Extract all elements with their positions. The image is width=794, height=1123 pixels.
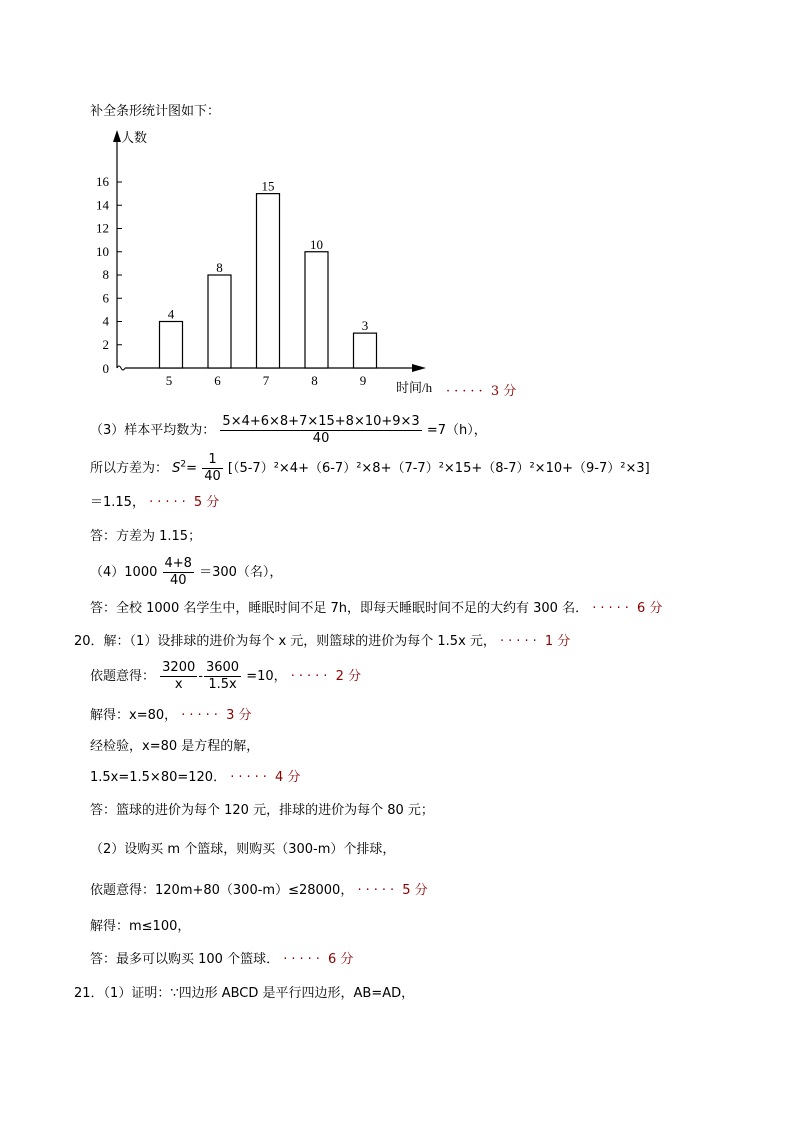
bar-9 xyxy=(354,333,377,368)
y-tick-label: 16 xyxy=(96,174,109,189)
mean-result: =7（h）， xyxy=(426,423,487,438)
variance-body: [（5-7）²×4+（6-7）²×8+（7-7）²×15+（8-7）²×10+（9-7）²×3] xyxy=(227,461,650,476)
bar-value-label: 10 xyxy=(310,236,323,252)
q4-answer: 答：全校 1000 名学生中，睡眠时间不足 7h，即每天睡眠时间不足的大约有 300 名． ····· 6 分 xyxy=(90,601,663,616)
axis-break xyxy=(117,366,125,370)
q3-answer: 答：方差为 1.15； xyxy=(90,529,202,544)
q20-solve2: 解得：m≤100， xyxy=(90,919,191,934)
section-heading: 补全条形统计图如下： xyxy=(90,104,221,119)
bar-8 xyxy=(305,252,328,368)
y-tick-label: 2 xyxy=(102,336,109,352)
y-tick-label: 0 xyxy=(102,361,109,376)
variance-fraction: $\frac{1}{40}$ xyxy=(204,452,221,484)
q3-intro: （3）样本平均数为： xyxy=(90,423,216,438)
mean-denominator: 40 xyxy=(312,431,330,446)
q21-line1: 21．（1）证明：∵四边形 ABCD 是平行四边形，AB=AD， xyxy=(74,986,415,1001)
x-tick-label: 5 xyxy=(165,373,173,388)
q20-equation: 依题意得： $\frac{3200}{x}$ - $\frac{3600}{1.5x}$ =10， ····· 2 分 xyxy=(90,660,361,692)
q20-part2: （2）设购买 m 个篮球，则购买（300-m）个排球， xyxy=(90,842,396,857)
eq-fraction-1: $\frac{3200}{x}$ xyxy=(162,660,196,692)
y-tick-label: 4 xyxy=(102,313,109,329)
bar-value-label: 15 xyxy=(261,178,275,194)
bar-5 xyxy=(160,322,183,369)
x-tick-label: 6 xyxy=(214,373,221,388)
y-tick-label: 14 xyxy=(96,197,109,213)
y-axis-arrow xyxy=(113,130,121,142)
x-axis-arrow xyxy=(412,364,426,372)
bar-value-label: 4 xyxy=(167,306,175,322)
q20-answer2: 答：最多可以购买 100 个篮球． ····· 6 分 xyxy=(90,952,354,967)
y-tick-label: 10 xyxy=(96,243,109,259)
y-axis-label: 人数 xyxy=(121,130,148,145)
bar-7 xyxy=(257,194,280,368)
q4-line: （4）1000 $\frac{4+8}{40}$ ＝300（名）， xyxy=(90,556,283,588)
bar-6 xyxy=(208,275,231,368)
q3-mean-line xyxy=(90,414,487,447)
x-tick-label: 8 xyxy=(311,373,318,388)
y-tick-label: 8 xyxy=(102,267,109,282)
y-tick-label: 12 xyxy=(96,220,109,236)
mean-fraction xyxy=(220,414,421,447)
q20-inequality: 依题意得：120m+80（300-m）≤28000， ····· 5 分 xyxy=(90,883,428,898)
bar-chart xyxy=(80,120,460,400)
q20-answer1: 答：篮球的进价为每个 120 元，排球的进价为每个 80 元； xyxy=(90,803,434,818)
y-tick-label: 6 xyxy=(102,290,109,306)
x-axis-label: 时间/h xyxy=(396,380,433,395)
mean-numerator: 5×4+6×8+7×15+8×10+9×3 xyxy=(222,414,420,429)
bar-value-label: 8 xyxy=(216,260,223,275)
eq-fraction-2: $\frac{3600}{1.5x}$ xyxy=(205,660,240,692)
x-tick-label: 7 xyxy=(262,373,270,388)
q20-line1: 20．解：（1）设排球的进价为每个 x 元，则篮球的进价为每个 1.5x 元， ····· 1 分 xyxy=(74,634,571,649)
bar-value-label: 3 xyxy=(361,318,369,334)
q20-solve: 解得：x=80， ····· 3 分 xyxy=(90,708,252,723)
chart-score-mark: ····· 3 分 xyxy=(446,384,517,399)
chart-bars xyxy=(160,194,377,368)
q4-fraction: $\frac{4+8}{40}$ xyxy=(164,556,192,588)
q20-calc: 1.5x=1.5×80=120． ····· 4 分 xyxy=(90,770,301,785)
q20-check: 经检验，x=80 是方程的解， xyxy=(90,739,260,754)
q3-variance-line: 所以方差为： $S^2=$ $\frac{1}{40}$ [（5-7）²×4+（6-7）²×8+（7-7）²×15+（8-7）²×10+（9-7）²×3] xyxy=(90,452,650,484)
q3-variance-result: ＝1.15， ····· 5 分 xyxy=(90,495,220,510)
x-tick-label: 9 xyxy=(359,373,367,388)
